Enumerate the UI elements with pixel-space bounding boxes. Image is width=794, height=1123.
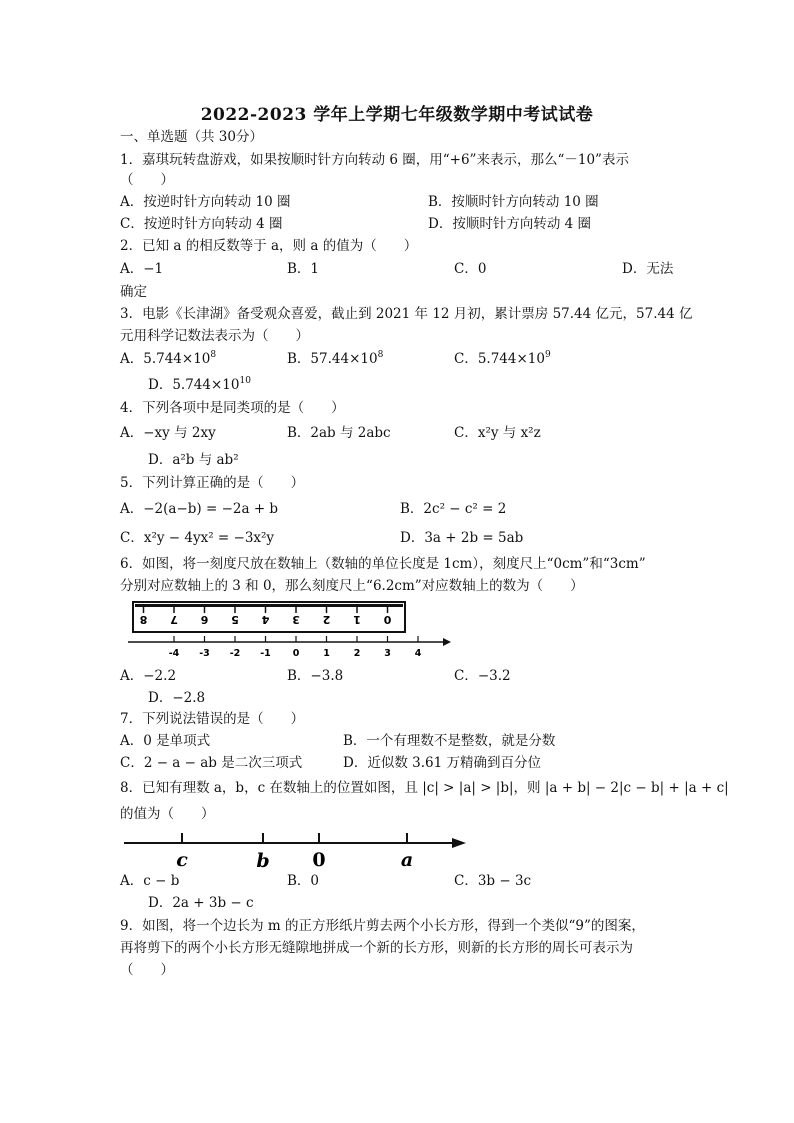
q2-option-b[interactable]: B．1 (287, 261, 320, 277)
axis-label: 0 (292, 648, 300, 659)
axis-labels (169, 648, 422, 659)
q7-option-c[interactable]: C．2 − a − ab 是二次三项式 (120, 755, 303, 771)
label-b: b (256, 850, 270, 870)
ruler-number-line-figure (118, 596, 458, 666)
q6-option-b[interactable]: B．−3.8 (287, 668, 344, 684)
q9-stem-line1: 9．如图，将一个边长为 m 的正方形纸片剪去两个小长方形，得到一个类似“9”的图案， (120, 918, 645, 934)
q3-stem-line2: 元用科学记数法表示为（ ） (120, 328, 309, 344)
axis-label: 3 (384, 648, 391, 659)
q1-option-a[interactable]: A．按逆时针方向转动 10 圈 (120, 194, 291, 210)
q5-stem: 5．下列计算正确的是（ ） (120, 475, 305, 491)
q7-option-b[interactable]: B．一个有理数不是整数，就是分数 (343, 733, 556, 749)
q1-option-b[interactable]: B．按顺时针方向转动 10 圈 (428, 194, 599, 210)
q8-stem-line1: 8．已知有理数 a，b，c 在数轴上的位置如图，且 |c| > |a| > |b|，则 |a + b| − 2|c − b| + |a + c| (120, 780, 729, 796)
label-a: a (400, 849, 414, 870)
ruler-label: 3 (292, 613, 300, 626)
axis-label: -4 (168, 648, 180, 659)
q6-stem-line2: 分别对应数轴上的 3 和 0，那么刻度尺上“6.2cm”对应数轴上的数为（ ） (120, 578, 584, 594)
q5-option-a[interactable]: A．−2(a−b) = −2a + b (120, 501, 279, 517)
ruler-label: 2 (322, 613, 331, 626)
q1-stem-line1: 1．嘉琪玩转盘游戏，如果按顺时针方向转动 6 圈，用“+6”来表示，那么“－10”表示 (120, 152, 629, 168)
ruler-label: 7 (170, 613, 178, 626)
q6-option-d[interactable]: D．−2.8 (148, 690, 206, 706)
q9-stem-line2: 再将剪下的两个小长方形无缝隙地拼成一个新的长方形，则新的长方形的周长可表示为 (120, 940, 633, 956)
ruler-labels (140, 613, 392, 626)
q4-stem: 4．下列各项中是同类项的是（ ） (120, 400, 345, 416)
ruler-label: 4 (261, 613, 270, 626)
q5-option-d[interactable]: D．3a + 2b = 5ab (400, 530, 524, 546)
q8-option-a[interactable]: A．c − b (120, 873, 180, 889)
ruler-top-edge (135, 604, 403, 607)
axis-label: -1 (260, 648, 271, 659)
q3-option-c[interactable]: C．$5.744\times 10^9$ (454, 350, 551, 367)
q4-option-a[interactable]: A．−xy 与 2xy (120, 425, 216, 441)
q8-stem-line2: 的值为（ ） (120, 806, 215, 822)
ruler-label: 1 (353, 613, 361, 626)
q2-option-d-continued: 确定 (120, 284, 147, 300)
q2-option-c[interactable]: C．0 (454, 261, 487, 277)
q3-option-b[interactable]: B．$57.44\times 10^8$ (287, 350, 384, 367)
label-c: c (176, 849, 188, 870)
ruler-label: 5 (231, 613, 239, 626)
section-heading: 一、单选题（共 30分） (120, 129, 263, 145)
q4-option-c[interactable]: C．x²y 与 x²z (454, 425, 541, 441)
q3-option-a[interactable]: A．$5.744\times 10^8$ (120, 350, 217, 367)
q1-option-c[interactable]: C．按逆时针方向转动 4 圈 (120, 216, 283, 232)
q7-option-d[interactable]: D．近似数 3.61 万精确到百分位 (343, 755, 541, 771)
axis-label: -2 (229, 648, 241, 659)
q5-option-c[interactable]: C．x²y − 4yx² = −3x²y (120, 530, 275, 546)
q3-stem-line1: 3．电影《长津湖》备受观众喜爱，截止到 2021 年 12 月初，累计票房 57.44 亿元，57.44 亿 (120, 306, 693, 322)
q1-stem-line2: （ ） (120, 172, 174, 188)
q6-option-a[interactable]: A．−2.2 (120, 668, 177, 684)
axis-label: 4 (414, 648, 422, 659)
q6-option-c[interactable]: C．−3.2 (454, 668, 511, 684)
q3-option-d[interactable]: D．$5.744\times 10^{10}$ (148, 376, 251, 393)
abc-axis-arrow (452, 838, 466, 848)
ruler-label: 0 (383, 613, 392, 626)
axis-label: 2 (353, 648, 361, 659)
ruler-label: 6 (200, 613, 209, 626)
q9-stem-line3: （ ） (120, 962, 174, 978)
number-line-arrow (443, 638, 451, 646)
axis-ticks (174, 636, 418, 642)
q5-option-b[interactable]: B．2c² − c² = 2 (400, 501, 507, 517)
axis-label: 1 (323, 648, 330, 659)
ruler-label: 8 (139, 613, 148, 626)
q2-option-a[interactable]: A．−1 (120, 261, 164, 277)
q8-option-b[interactable]: B．0 (287, 873, 320, 889)
q4-option-d[interactable]: D．a²b 与 ab² (148, 452, 239, 468)
q7-stem: 7．下列说法错误的是（ ） (120, 711, 305, 727)
label-0: 0 (312, 849, 326, 870)
q2-option-d[interactable]: D．无法 (622, 261, 674, 277)
q7-option-a[interactable]: A．0 是单项式 (120, 733, 211, 749)
axis-label: -3 (199, 648, 210, 659)
q1-option-d[interactable]: D．按顺时针方向转动 4 圈 (428, 216, 591, 232)
q2-stem: 2．已知 a 的相反数等于 a，则 a 的值为（ ） (120, 238, 418, 254)
q6-stem-line1: 6．如图，将一刻度尺放在数轴上（数轴的单位长度是 1cm），刻度尺上“0cm”和“3cm” (120, 556, 646, 572)
exam-title: 2022-2023 学年上学期七年级数学期中考试试卷 (200, 105, 594, 125)
q8-option-c[interactable]: C．3b − 3c (454, 873, 532, 889)
q4-option-b[interactable]: B．2ab 与 2abc (287, 425, 391, 441)
q8-option-d[interactable]: D．2a + 3b − c (148, 895, 254, 911)
abc-number-line-figure (120, 826, 470, 870)
